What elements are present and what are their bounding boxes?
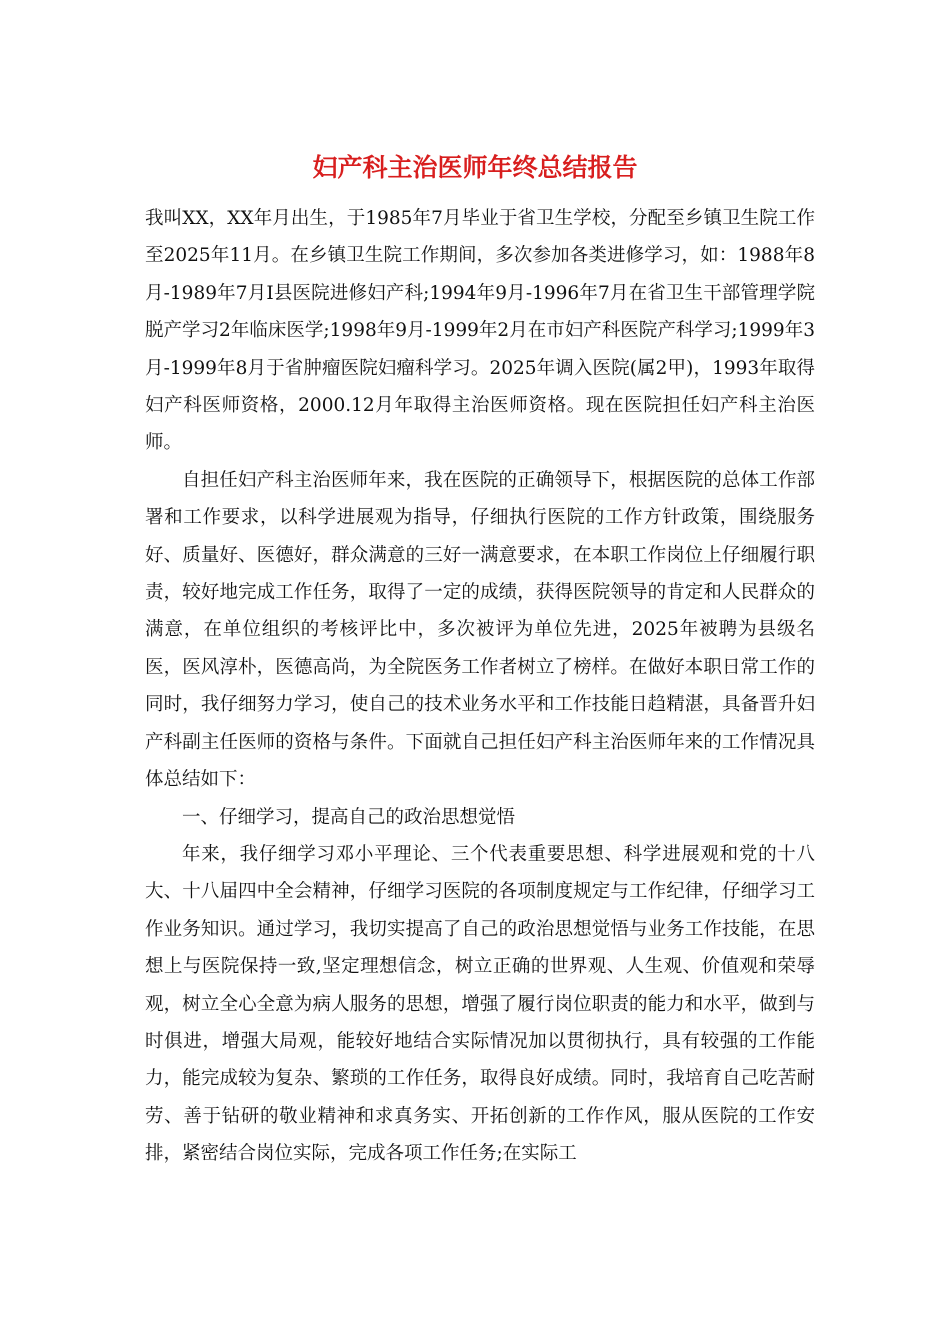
document-body (145, 200, 815, 1173)
document-title: 妇产科主治医师年终总结报告 (312, 153, 638, 182)
paragraph-overview: 自担任妇产科主治医师年来，我在医院的正确领导下，根据医院的总体工作部署和工作要求，以科学进展观为指导，仔细执行医院的工作方针政策，围绕服务好、质量好、医德好，群众满意的三好一满意要求，在本职工作岗位上仔细履行职责，较好地完成工作任务，取得了一定的成绩，获得医院领导的肯定和人民群众的满意，在单位组织的考核评比中，多次被评为单位先进，2025年被聘为县级名医，医风淳朴，医德高尚，为全院医务工作者树立了榜样。在做好本职日常工作的同时，我仔细努力学习，使自己的技术业务水平和工作技能日趋精湛，具备晋升妇产科副主任医师的资格与条件。下面就自己担任妇产科主治医师年来的工作情况具体总结如下： (145, 469, 815, 791)
paragraph-study: 年来，我仔细学习邓小平理论、三个代表重要思想、科学进展观和党的十八大、十八届四中全会精神，仔细学习医院的各项制度规定与工作纪律，仔细学习工作业务知识。通过学习，我切实提高了自己的政治思想觉悟与业务工作技能，在思想上与医院保持一致,坚定理想信念，树立正确的世界观、人生观、价值观和荣辱观，树立全心全意为病人服务的思想，增强了履行岗位职责的能力和水平，做到与时俱进，增强大局观，能较好地结合实际情况加以贯彻执行，具有较强的工作能力，能完成较为复杂、繁琐的工作任务，取得良好成绩。同时，我培育自己吃苦耐劳、善于钻研的敬业精神和求真务实、开拓创新的工作作风，服从医院的工作安排，紧密结合岗位实际，完成各项工作任务;在实际工 (145, 843, 815, 1165)
paragraph-intro: 我叫XX，XX年月出生，于1985年7月毕业于省卫生学校，分配至乡镇卫生院工作至2025年11月。在乡镇卫生院工作期间，多次参加各类进修学习，如：1988年8月-1989年7月Ⅰ县医院进修妇产科;1994年9月-1996年7月在省卫生干部管理学院脱产学习2年临床医学;1998年9月-1999年2月在市妇产科医院产科学习;1999年3月-1999年8月于省肿瘤医院妇瘤科学习。2025年调入医院(属2甲)，1993年取得妇产科医师资格，2000.12月年取得主治医师资格。现在医院担任妇产科主治医师。 (145, 208, 815, 454)
section-heading-1: 一、仔细学习，提高自己的政治思想觉悟 (182, 806, 516, 828)
